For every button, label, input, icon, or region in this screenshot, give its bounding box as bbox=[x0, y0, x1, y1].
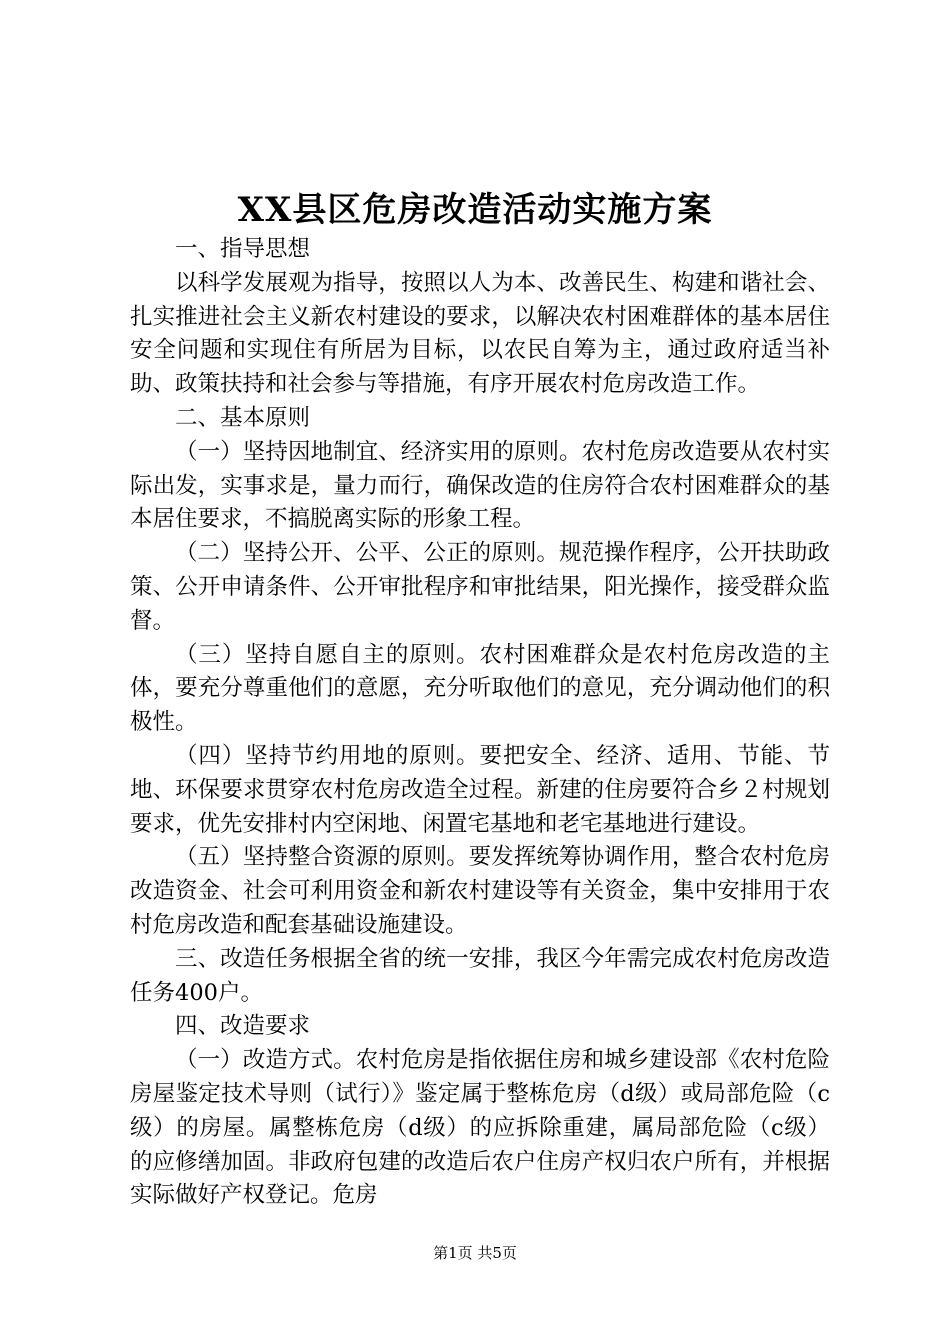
section-heading-guiding-ideology: 一、指导思想 bbox=[175, 236, 311, 262]
section-heading-basic-principles: 二、基本原则 bbox=[175, 404, 311, 431]
paragraph-renovation-method: （一）改造方式。农村危房是指依据住房和城乡建设部《农村危险房屋鉴定技术导则（试行）》鉴定属于整栋危房（d级）或局部危险（c级）的房屋。属整栋危房（d级）的应拆除重建，属局部危险（c级）的应修缮加固。非政府包建的改造后农户住房产权归农户所有，并根据实际做好产权登记。危房 bbox=[130, 1047, 830, 1209]
paragraph-principle-5: （五）坚持整合资源的原则。要发挥统筹协调作用，整合农村危房改造资金、社会可利用资金和新农村建设等有关资金，集中安排用于农村危房改造和配套基础设施建设。 bbox=[130, 844, 830, 938]
paragraph-principle-2: （二）坚持公开、公平、公正的原则。规范操作程序，公开扶助政策、公开申请条件、公开审批程序和审批结果，阳光操作，接受群众监督。 bbox=[130, 540, 830, 634]
paragraph-principle-3: （三）坚持自愿自主的原则。农村困难群众是农村危房改造的主体，要充分尊重他们的意愿，充分听取他们的意见，充分调动他们的积极性。 bbox=[130, 641, 830, 736]
paragraph-guiding-ideology: 以科学发展观为指导，按照以人为本、改善民生、构建和谐社会、扎实推进社会主义新农村建设的要求，以解决农村困难群体的基本居住安全问题和实现住有所居为目标，以农民自筹为主，通过政府适当补助、政策扶持和社会参与等措施，有序开展农村危房改造工作。 bbox=[130, 269, 830, 398]
paragraph-renovation-task: 三、改造任务根据全省的统一安排，我区今年需完成农村危房改造任务400户。 bbox=[130, 945, 830, 1006]
section-heading-renovation-requirements: 四、改造要求 bbox=[175, 1013, 311, 1040]
paragraph-principle-4: （四）坚持节约用地的原则。要把安全、经济、适用、节能、节地、环保要求贯穿农村危房改造全过程。新建的住房要符合乡２村规划要求，优先安排村内空闲地、闲置宅基地和老宅基地进行建设。 bbox=[130, 742, 830, 837]
page-number-footer: 第1页 共5页 bbox=[433, 1244, 517, 1262]
paragraph-principle-1: （一）坚持因地制宜、经济实用的原则。农村危房改造要从农村实际出发，实事求是，量力而行，确保改造的住房符合农村困难群众的基本居住要求，不搞脱离实际的形象工程。 bbox=[130, 438, 830, 533]
document-title: XX县区危房改造活动实施方案 bbox=[237, 190, 713, 230]
document-body bbox=[130, 233, 830, 1213]
